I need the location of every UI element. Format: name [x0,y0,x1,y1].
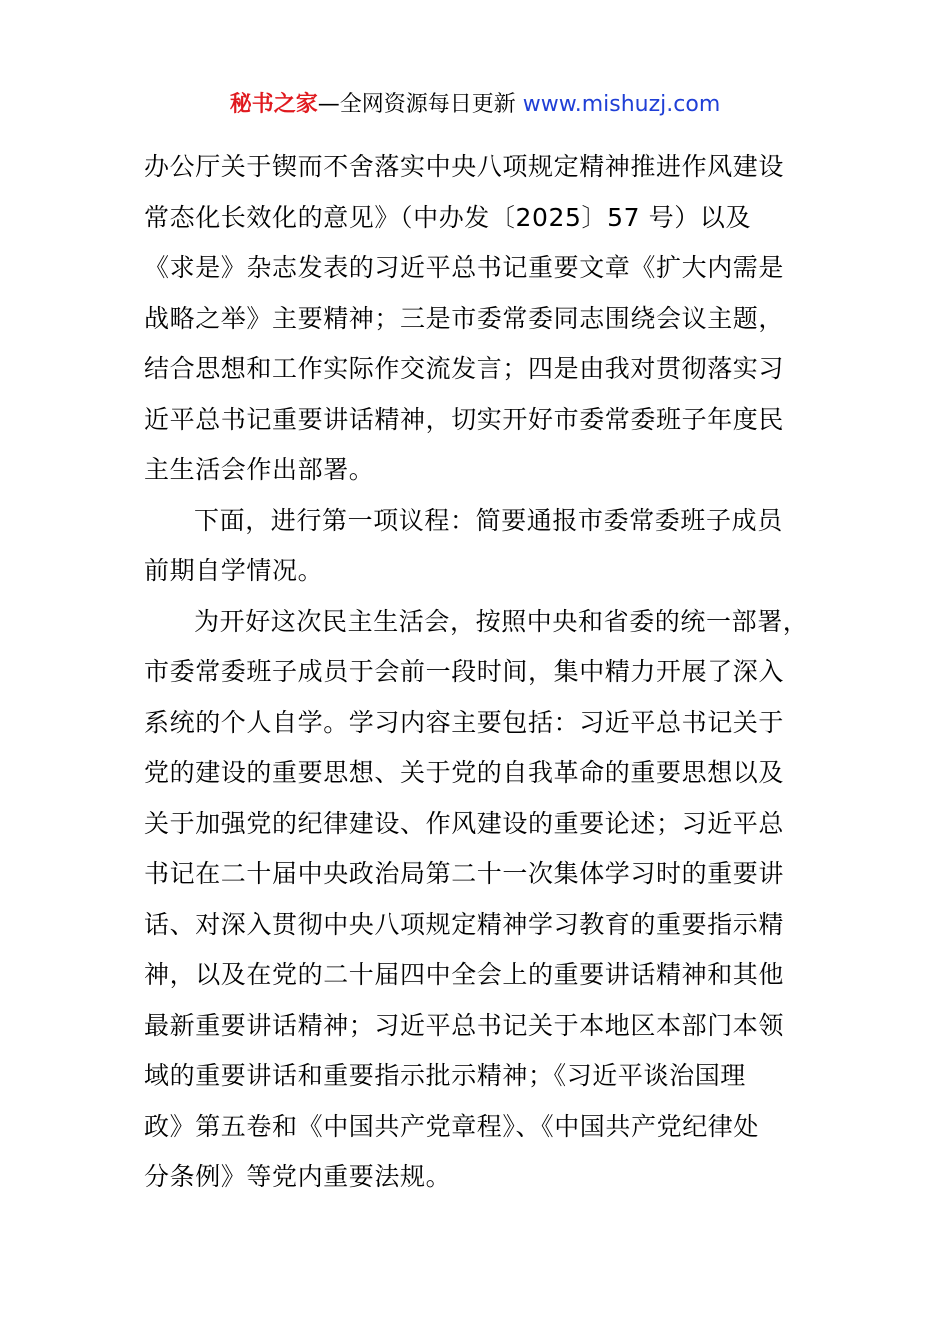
text-line: 神，以及在党的二十届四中全会上的重要讲话精神和其他 [144,960,785,989]
text-line: 战略之举》主要精神；三是市委常委同志围绕会议主题， [144,303,785,333]
text-line: 话、对深入贯彻中央八项规定精神学习教育的重要指示精 [144,909,785,939]
text-line: 关于加强党的纪律建设、作风建设的重要论述；习近平总 [144,808,785,838]
text-line: 常态化长效化的意见》（中办发〔2025〕57 号）以及 [144,202,752,232]
document-body [144,142,824,1203]
page-header [0,88,950,122]
text-line: 前期自学情况。 [144,556,324,585]
paragraph-first-line: 下面，进行第一项议程：简要通报市委常委班子成员 [194,505,783,535]
text-line: 结合思想和工作实际作交流发言；四是由我对贯彻落实习 [144,354,785,383]
text-line: 分条例》等党内重要法规。 [144,1162,452,1191]
text-line: 《求是》杂志发表的习近平总书记重要文章《扩大内需是 [144,253,785,282]
text-line: 近平总书记重要讲话精神，切实开好市委常委班子年度民 [144,404,785,434]
text-line: 政》第五卷和《中国共产党章程》、《中国共产党纪律处 [144,1111,760,1141]
text-line: 域的重要讲话和重要指示批示精神；《习近平谈治国理 [144,1061,746,1090]
text-line: 党的建设的重要思想、关于党的自我革命的重要思想以及 [144,758,785,787]
header-tagline: —全网资源每日更新 [317,92,523,117]
text-line: 系统的个人自学。学习内容主要包括：习近平总书记关于 [144,707,785,737]
text-line: 办公厅关于锲而不舍落实中央八项规定精神推进作风建设 [144,152,785,181]
text-line: 主生活会作出部署。 [144,455,375,484]
paragraph-first-line: 为开好这次民主生活会，按照中央和省委的统一部署， [194,606,809,636]
text-line: 市委常委班子成员于会前一段时间，集中精力开展了深入 [144,657,785,686]
text-line: 书记在二十届中央政治局第二十一次集体学习时的重要讲 [144,859,785,888]
website-url[interactable]: www.mishuzj.com [522,92,721,117]
text-line: 最新重要讲话精神；习近平总书记关于本地区本部门本领 [144,1010,785,1040]
brand-name: 秘书之家 [229,92,318,117]
